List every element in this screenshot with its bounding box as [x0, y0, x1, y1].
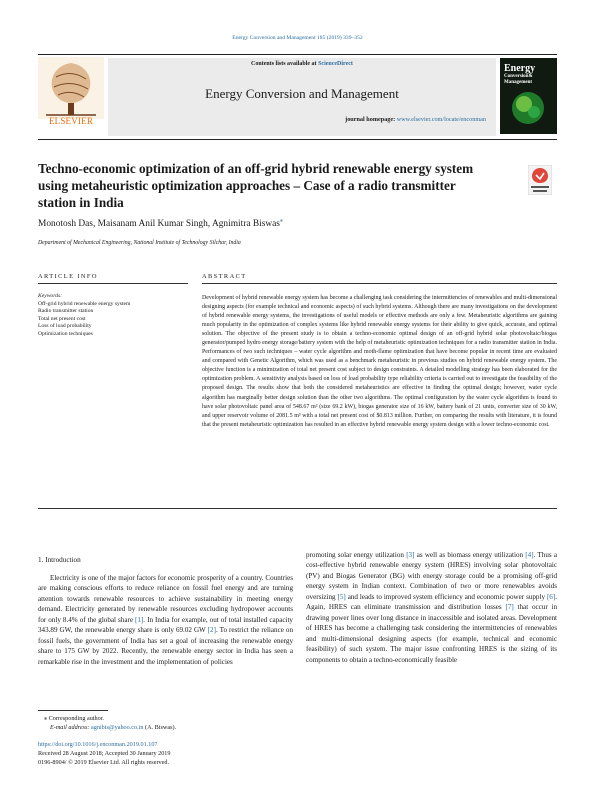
footnote	[38, 714, 176, 732]
abstract-rule	[202, 283, 557, 284]
contents-prefix: Contents lists available at	[251, 61, 319, 67]
email-label: E-mail address:	[50, 724, 92, 731]
email-link[interactable]: agnibis@yahoo.co.in	[91, 724, 144, 731]
intro-text: Electricity is one of the major factors for economic prosperity of a country. Countries are making conscious efforts to reduce reliance on fossil fuel energy and are turning attention towards renewable resources to achieve sustainability in meeting energy demand. Electricity generated by renewable resources excluding hydropower accounts for only 8.4% of the global share	[38, 574, 293, 624]
received-dates: Received 28 August 2018; Accepted 30 January 2019	[38, 750, 171, 757]
check-for-updates-icon[interactable]	[528, 165, 552, 195]
keyword-item: Radio transmitter station	[38, 308, 94, 315]
intro-right-column	[306, 550, 557, 665]
doi-link[interactable]: https://doi.org/10.1016/j.enconman.2019.01.107	[38, 741, 158, 748]
intro-left-column	[38, 573, 293, 667]
footnote-rule	[38, 710, 108, 711]
citation-link[interactable]: [7]	[505, 603, 514, 612]
keyword-item: Off-grid hybrid renewable energy system	[38, 300, 131, 307]
cover-title-line-1: Energy	[504, 63, 536, 74]
introduction-heading: 1. Introduction	[38, 556, 81, 564]
intro-text: as well as biomass energy utilization	[414, 551, 526, 559]
footnote-mark: ⁎	[44, 715, 48, 722]
journal-citation[interactable]: Energy Conversion and Management 185 (2019) 339–352	[232, 35, 363, 41]
cover-title-line-2: Conversion&	[504, 74, 533, 79]
article-metadata	[38, 740, 171, 767]
journal-homepage	[108, 116, 486, 123]
intro-text: . Thus a cost-effective hybrid renewable energy system (HRES) involving solar photovoltaic (PV) and Biogas Generator (BG) with energy storage could be a promising off-grid energy system in Indian context. Combination of two or more renewables avoids oversizing	[306, 551, 557, 601]
citation-link[interactable]: [3]	[406, 551, 415, 559]
intro-text: . Again, HRES can eliminate transmission and distribution losses	[306, 592, 557, 612]
intro-text: and leads to improved system efficiency and economic power supply	[345, 592, 547, 601]
journal-title: Energy Conversion and Management	[205, 86, 399, 101]
sciencedirect-link[interactable]: ScienceDirect	[318, 61, 353, 67]
copyright: 0196-8904/ © 2019 Elsevier Ltd. All rights reserved.	[38, 759, 170, 766]
keyword-item: Loss of load probability	[38, 323, 92, 330]
email-suffix: (A. Biswas).	[143, 724, 177, 731]
corresponding-author-note: Corresponding author.	[48, 715, 104, 722]
elsevier-tree-logo	[38, 57, 104, 119]
keyword-item: Total net present cost	[38, 315, 86, 322]
authors	[38, 217, 283, 229]
abstract-end-rule	[38, 508, 557, 509]
intro-text: . To restrict the reliance on fossil fuels, the government of India has set a goal of increasing the renewable energy share to 175 GW by 2022. Recently, the renewable energy sector in India has seen a remarkable rise in the investment and the implementation of policies	[38, 626, 293, 666]
keyword-item: Optimization techniques	[38, 330, 93, 337]
keywords-block	[38, 293, 193, 339]
publisher-name: ELSEVIER	[48, 116, 94, 126]
corresponding-mark[interactable]: ⁎	[279, 218, 283, 224]
citation-link[interactable]: [5]	[337, 592, 346, 601]
article-info-rule	[38, 283, 188, 284]
article-title: Techno-economic optimization of an off-grid hybrid renewable energy system using metaheuristic optimization approaches – Case of a radio transmitter station in India	[38, 161, 474, 210]
citation-link[interactable]: [6]	[546, 592, 556, 601]
abstract-text: Development of hybrid renewable energy system has become a challenging task considering the intermittencies of renewables and multi-dimensional designing aspects (for example technical and economic aspects) of such hybrid systems. Although there are many investigations on the development of hybrid renewable energy systems, the investigations of useful models or effective methods are only a few. Metaheuristic algorithms are gaining much popularity in the optimization of complex systems like hybrid renewable energy systems for their ability to give quick, accurate, and optimal solution. The objective of the present study is to obtain a techno-economic optimal design of an off-grid hybrid solar photovoltaic/biogas generator/pumped hydro energy storage/battery system with the help of metaheuristic optimization techniques for a radio transmitter station in India. Performances of two such techniques – water cycle algorithm and moth-flame optimization that have become popular in recent time are evaluated and compared with Genetic Algorithm, which was used as a benchmark metaheuristic in previous studies on hybrid renewable energy system. The objective function is a minimization of total net present cost subject to design constraints. A detailed modelling strategy has been elaborated for the optimization problem. A sensitivity analysis based on loss of load probability type reliability criteria is carried out to investigate the feasibility of the proposed design. The results show that both the considered metaheuristics are effective in finding the optimal design; however, water cycle algorithm has marginally better design solution than the other two algorithms. The optimal configuration by the water cycle algorithm is found to have solar photovoltaic panel area of 548.67 m² (size 69.2 kW), biogas generator size of 16 kW, battery bank of 21 units, converter size of 30 kW, and upper reservoir volume of 2081.5 m³ with a total net present cost of $0.813 million. Further, on comparing the results with literature, it is found that the present metaheuristic optimization has resulted in an effective hybrid renewable energy system design with a lower techno-economic cost.	[202, 295, 557, 428]
header-bottom-rule	[38, 139, 557, 140]
cover-title	[504, 64, 535, 86]
affiliation: Department of Mechanical Engineering, National Institute of Technology Silchar, India	[38, 240, 241, 246]
header-top-rule	[38, 54, 557, 55]
intro-text: that occur in drawing power lines over long distance in inaccessible and isolated areas. Development of HRES has become a challenging task considering the intermittencies of renewables and multi-dimensional designing aspects (for example, technical and economic feasibility) of such system. The major issue confronting HRES is the sizing of its components to obtain a techno-economically feasible	[306, 603, 557, 664]
citation-link[interactable]: [4]	[525, 551, 534, 559]
abstract-heading: ABSTRACT	[202, 273, 247, 280]
citation-link[interactable]: [2]	[207, 626, 216, 635]
intro-text: . In India for example, out of total installed capacity 343.89 GW, the renewable energy share is only 69.02 GW	[38, 615, 293, 635]
cover-title-line-3: Management	[504, 80, 533, 85]
intro-text: promoting solar energy utilization	[306, 551, 407, 559]
article-info-heading: ARTICLE INFO	[38, 273, 98, 280]
contents-line	[108, 61, 496, 67]
keywords-label: Keywords:	[38, 293, 63, 299]
homepage-url[interactable]: www.elsevier.com/locate/enconman	[396, 116, 486, 123]
cover-image	[508, 88, 548, 128]
citation-link[interactable]: [1]	[135, 615, 144, 624]
homepage-label: journal homepage:	[345, 116, 397, 123]
author-list: Monotosh Das, Maisanam Anil Kumar Singh, Agnimitra Biswas	[38, 219, 280, 230]
